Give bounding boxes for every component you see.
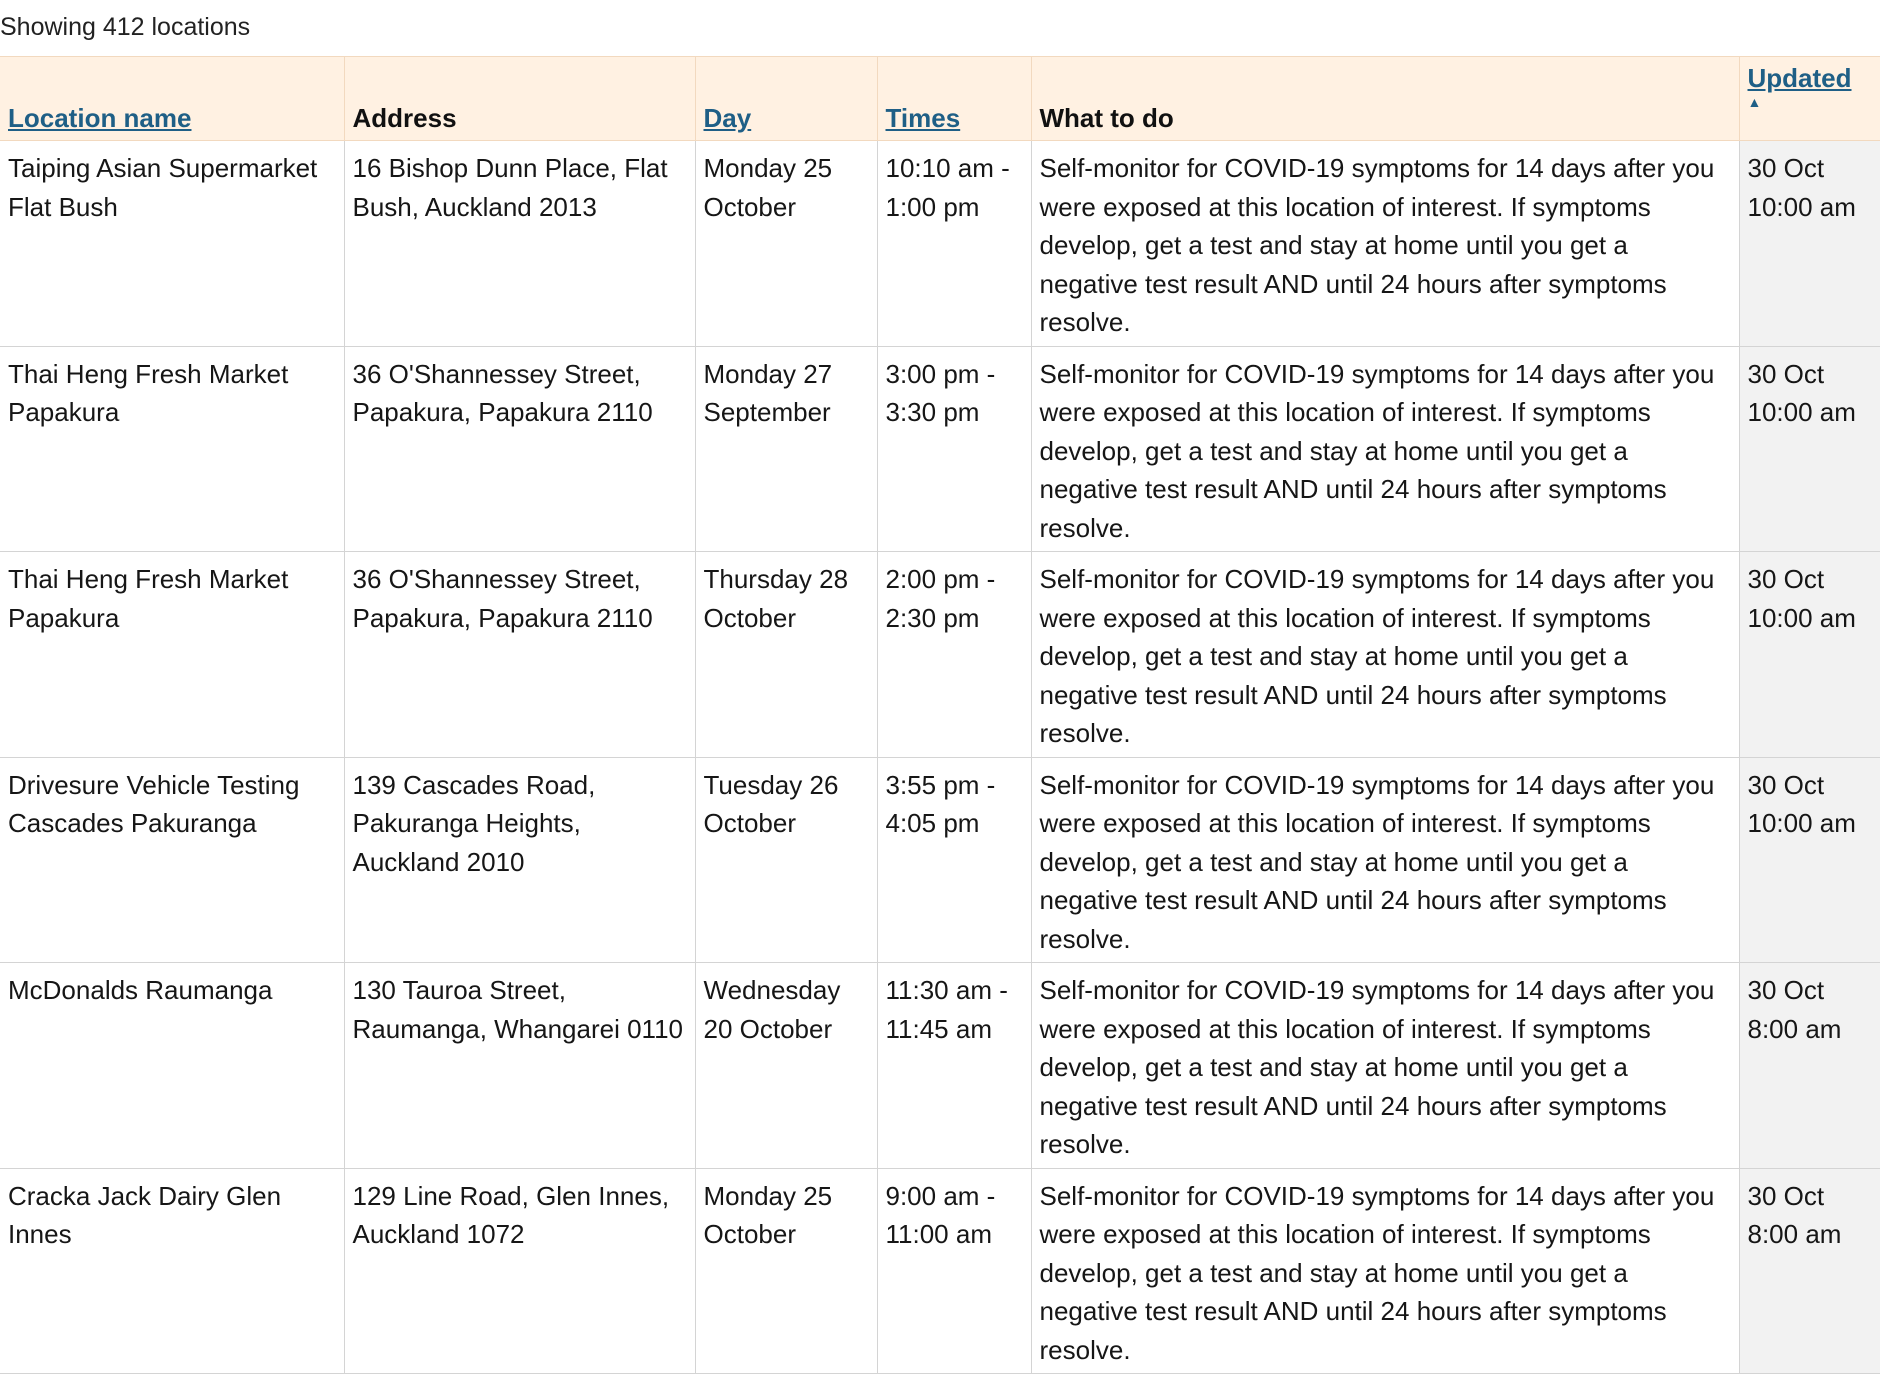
header-updated [1739,57,1880,141]
cell-address: 36 O'Shannessey Street, Papakura, Papakura 2110 [344,552,695,758]
cell-updated: 30 Oct 8:00 am [1739,1168,1880,1374]
header-what-to-do: What to do [1031,57,1739,141]
table-row [0,1168,1880,1374]
cell-times: 9:00 am - 11:00 am [877,1168,1031,1374]
table-row [0,141,1880,347]
cell-updated: 30 Oct 8:00 am [1739,963,1880,1169]
sort-location-name-link[interactable]: Location name [8,103,192,133]
cell-updated: 30 Oct 10:00 am [1739,346,1880,552]
cell-what-to-do: Self-monitor for COVID-19 symptoms for 14 days after you were exposed at this location of interest. If symptoms develop, get a test and stay at home until you get a negative test result AND until 24 hours after symptoms resolve. [1031,757,1739,963]
cell-address: 130 Tauroa Street, Raumanga, Whangarei 0110 [344,963,695,1169]
cell-address: 129 Line Road, Glen Innes, Auckland 1072 [344,1168,695,1374]
table-row [0,963,1880,1169]
cell-what-to-do: Self-monitor for COVID-19 symptoms for 14 days after you were exposed at this location of interest. If symptoms develop, get a test and stay at home until you get a negative test result AND until 24 hours after symptoms resolve. [1031,552,1739,758]
header-location-name [0,57,344,141]
cell-times: 11:30 am - 11:45 am [877,963,1031,1169]
header-address: Address [344,57,695,141]
sort-times-link[interactable]: Times [885,103,961,133]
cell-address: 36 O'Shannessey Street, Papakura, Papakura 2110 [344,346,695,552]
table-header [0,57,1880,141]
sort-day-link[interactable]: Day [703,103,752,133]
cell-location-name: Thai Heng Fresh Market Papakura [0,346,344,552]
cell-updated: 30 Oct 10:00 am [1739,141,1880,347]
cell-day: Monday 27 September [695,346,877,552]
cell-times: 3:55 pm - 4:05 pm [877,757,1031,963]
table-row [0,346,1880,552]
cell-times: 2:00 pm - 2:30 pm [877,552,1031,758]
cell-location-name: McDonalds Raumanga [0,963,344,1169]
cell-what-to-do: Self-monitor for COVID-19 symptoms for 14 days after you were exposed at this location of interest. If symptoms develop, get a test and stay at home until you get a negative test result AND until 24 hours after symptoms resolve. [1031,1168,1739,1374]
table-body [0,141,1880,1374]
cell-day: Thursday 28 October [695,552,877,758]
cell-times: 3:00 pm - 3:30 pm [877,346,1031,552]
sort-ascending-icon[interactable]: ▲ [1747,94,1762,110]
cell-what-to-do: Self-monitor for COVID-19 symptoms for 14 days after you were exposed at this location of interest. If symptoms develop, get a test and stay at home until you get a negative test result AND until 24 hours after symptoms resolve. [1031,141,1739,347]
cell-times: 10:10 am - 1:00 pm [877,141,1031,347]
cell-what-to-do: Self-monitor for COVID-19 symptoms for 14 days after you were exposed at this location of interest. If symptoms develop, get a test and stay at home until you get a negative test result AND until 24 hours after symptoms resolve. [1031,346,1739,552]
header-row [0,57,1880,141]
header-times [877,57,1031,141]
cell-address: 16 Bishop Dunn Place, Flat Bush, Auckland 2013 [344,141,695,347]
table-row [0,757,1880,963]
cell-location-name: Thai Heng Fresh Market Papakura [0,552,344,758]
cell-day: Monday 25 October [695,1168,877,1374]
cell-address: 139 Cascades Road, Pakuranga Heights, Auckland 2010 [344,757,695,963]
cell-location-name: Drivesure Vehicle Testing Cascades Pakuranga [0,757,344,963]
cell-location-name: Taiping Asian Supermarket Flat Bush [0,141,344,347]
cell-location-name: Cracka Jack Dairy Glen Innes [0,1168,344,1374]
table-row [0,552,1880,758]
sort-updated-link[interactable]: Updated [1747,63,1852,93]
locations-table [0,56,1880,1374]
header-day [695,57,877,141]
cell-updated: 30 Oct 10:00 am [1739,757,1880,963]
cell-day: Tuesday 26 October [695,757,877,963]
cell-updated: 30 Oct 10:00 am [1739,552,1880,758]
cell-day: Wednesday 20 October [695,963,877,1169]
cell-day: Monday 25 October [695,141,877,347]
results-count: Showing 412 locations [0,13,251,41]
cell-what-to-do: Self-monitor for COVID-19 symptoms for 14 days after you were exposed at this location of interest. If symptoms develop, get a test and stay at home until you get a negative test result AND until 24 hours after symptoms resolve. [1031,963,1739,1169]
